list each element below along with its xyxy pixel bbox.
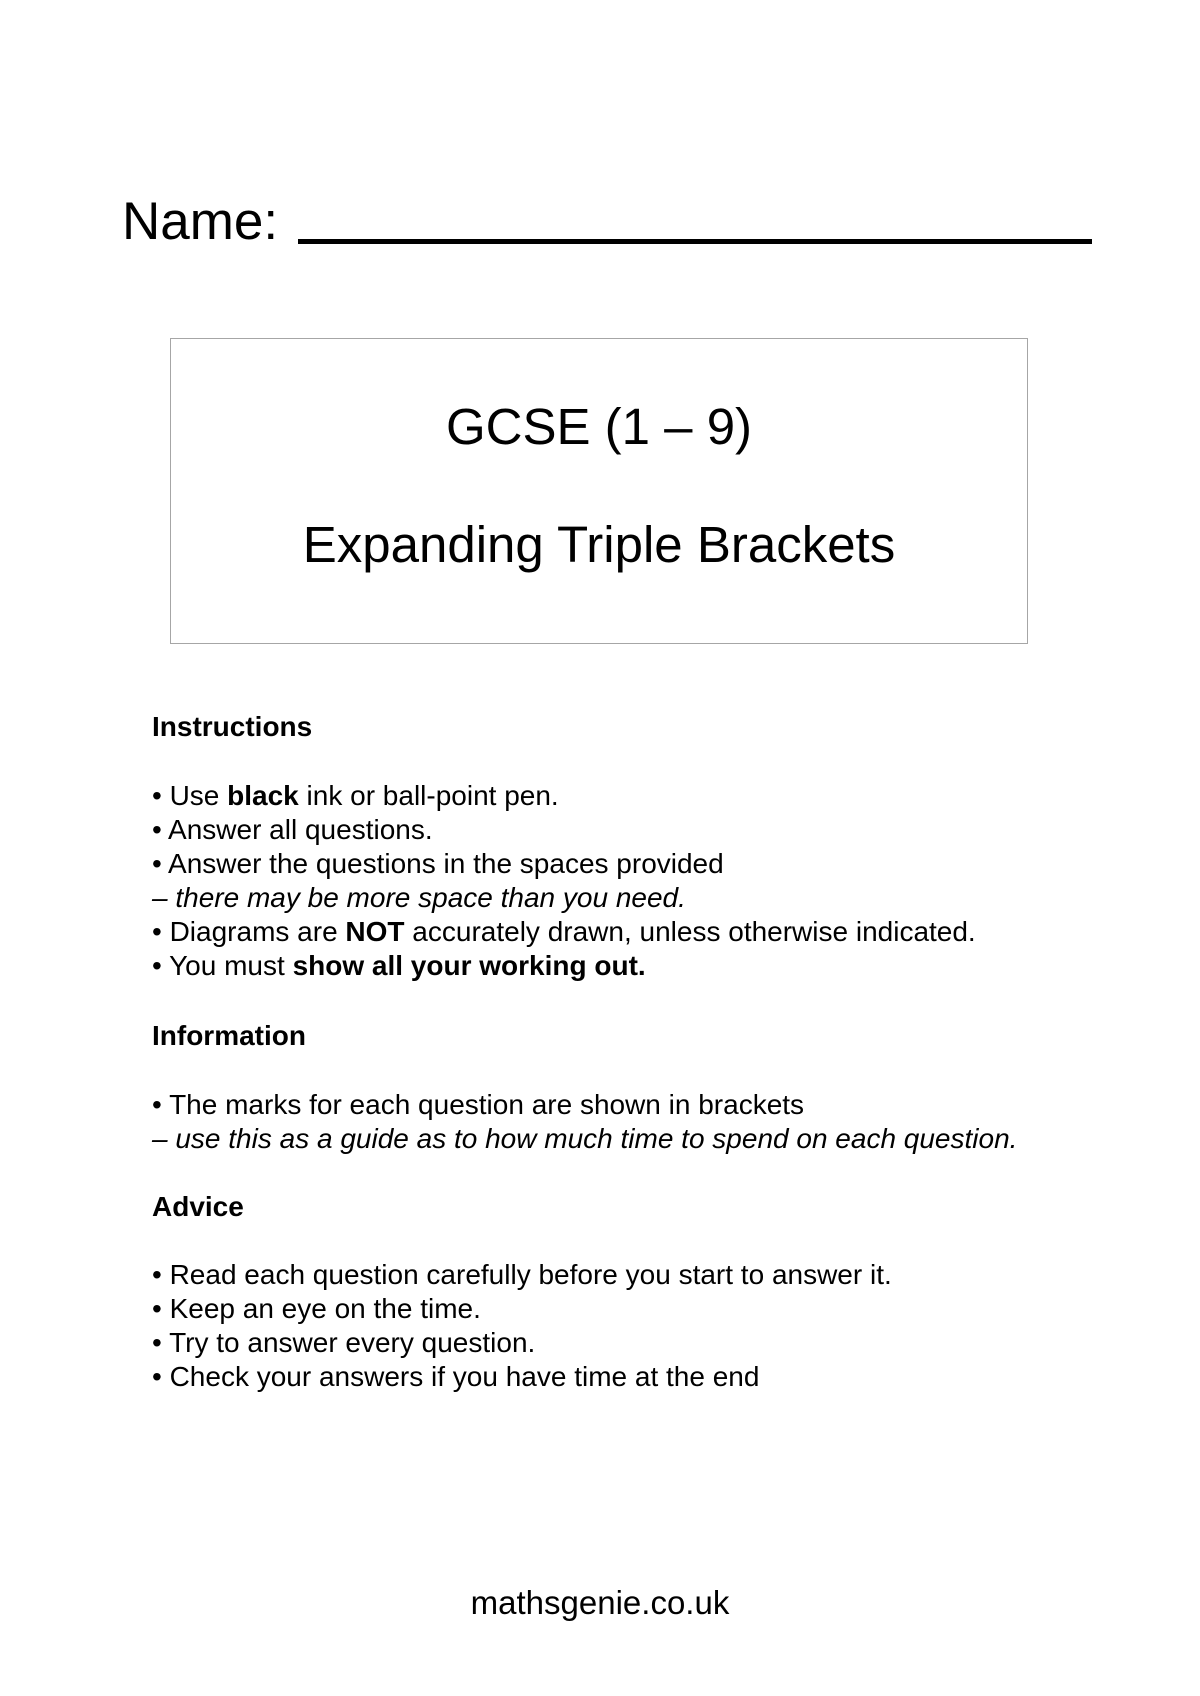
instruction-item: • Use black ink or ball-point pen. bbox=[152, 780, 559, 811]
information-heading: Information bbox=[152, 1020, 306, 1051]
topic-title: Expanding Triple Brackets bbox=[302, 516, 896, 573]
exam-level-title: GCSE (1 – 9) bbox=[445, 398, 753, 455]
information-item: • The marks for each question are shown in brackets bbox=[152, 1089, 805, 1120]
advice-item: • Read each question carefully before you start to answer it. bbox=[152, 1259, 892, 1290]
advice-item: • Try to answer every question. bbox=[152, 1327, 536, 1358]
instruction-item: • You must show all your working out. bbox=[152, 950, 646, 981]
advice-heading: Advice bbox=[152, 1191, 244, 1222]
information-item-note: – use this as a guide as to how much time to spend on each question. bbox=[152, 1123, 1018, 1154]
instructions-heading: Instructions bbox=[152, 711, 313, 742]
instruction-item: • Answer the questions in the spaces provided bbox=[152, 848, 724, 879]
name-label: Name: bbox=[122, 192, 279, 251]
name-write-line[interactable] bbox=[298, 239, 1092, 244]
footer-website: mathsgenie.co.uk bbox=[470, 1584, 730, 1621]
name-row bbox=[122, 178, 1092, 251]
title-box bbox=[170, 338, 1028, 644]
advice-item: • Keep an eye on the time. bbox=[152, 1293, 481, 1324]
advice-item: • Check your answers if you have time at the end bbox=[152, 1361, 760, 1392]
instruction-item-note: – there may be more space than you need. bbox=[152, 882, 686, 913]
instruction-item: • Answer all questions. bbox=[152, 814, 433, 845]
instruction-item: • Diagrams are NOT accurately drawn, unless otherwise indicated. bbox=[152, 916, 976, 947]
